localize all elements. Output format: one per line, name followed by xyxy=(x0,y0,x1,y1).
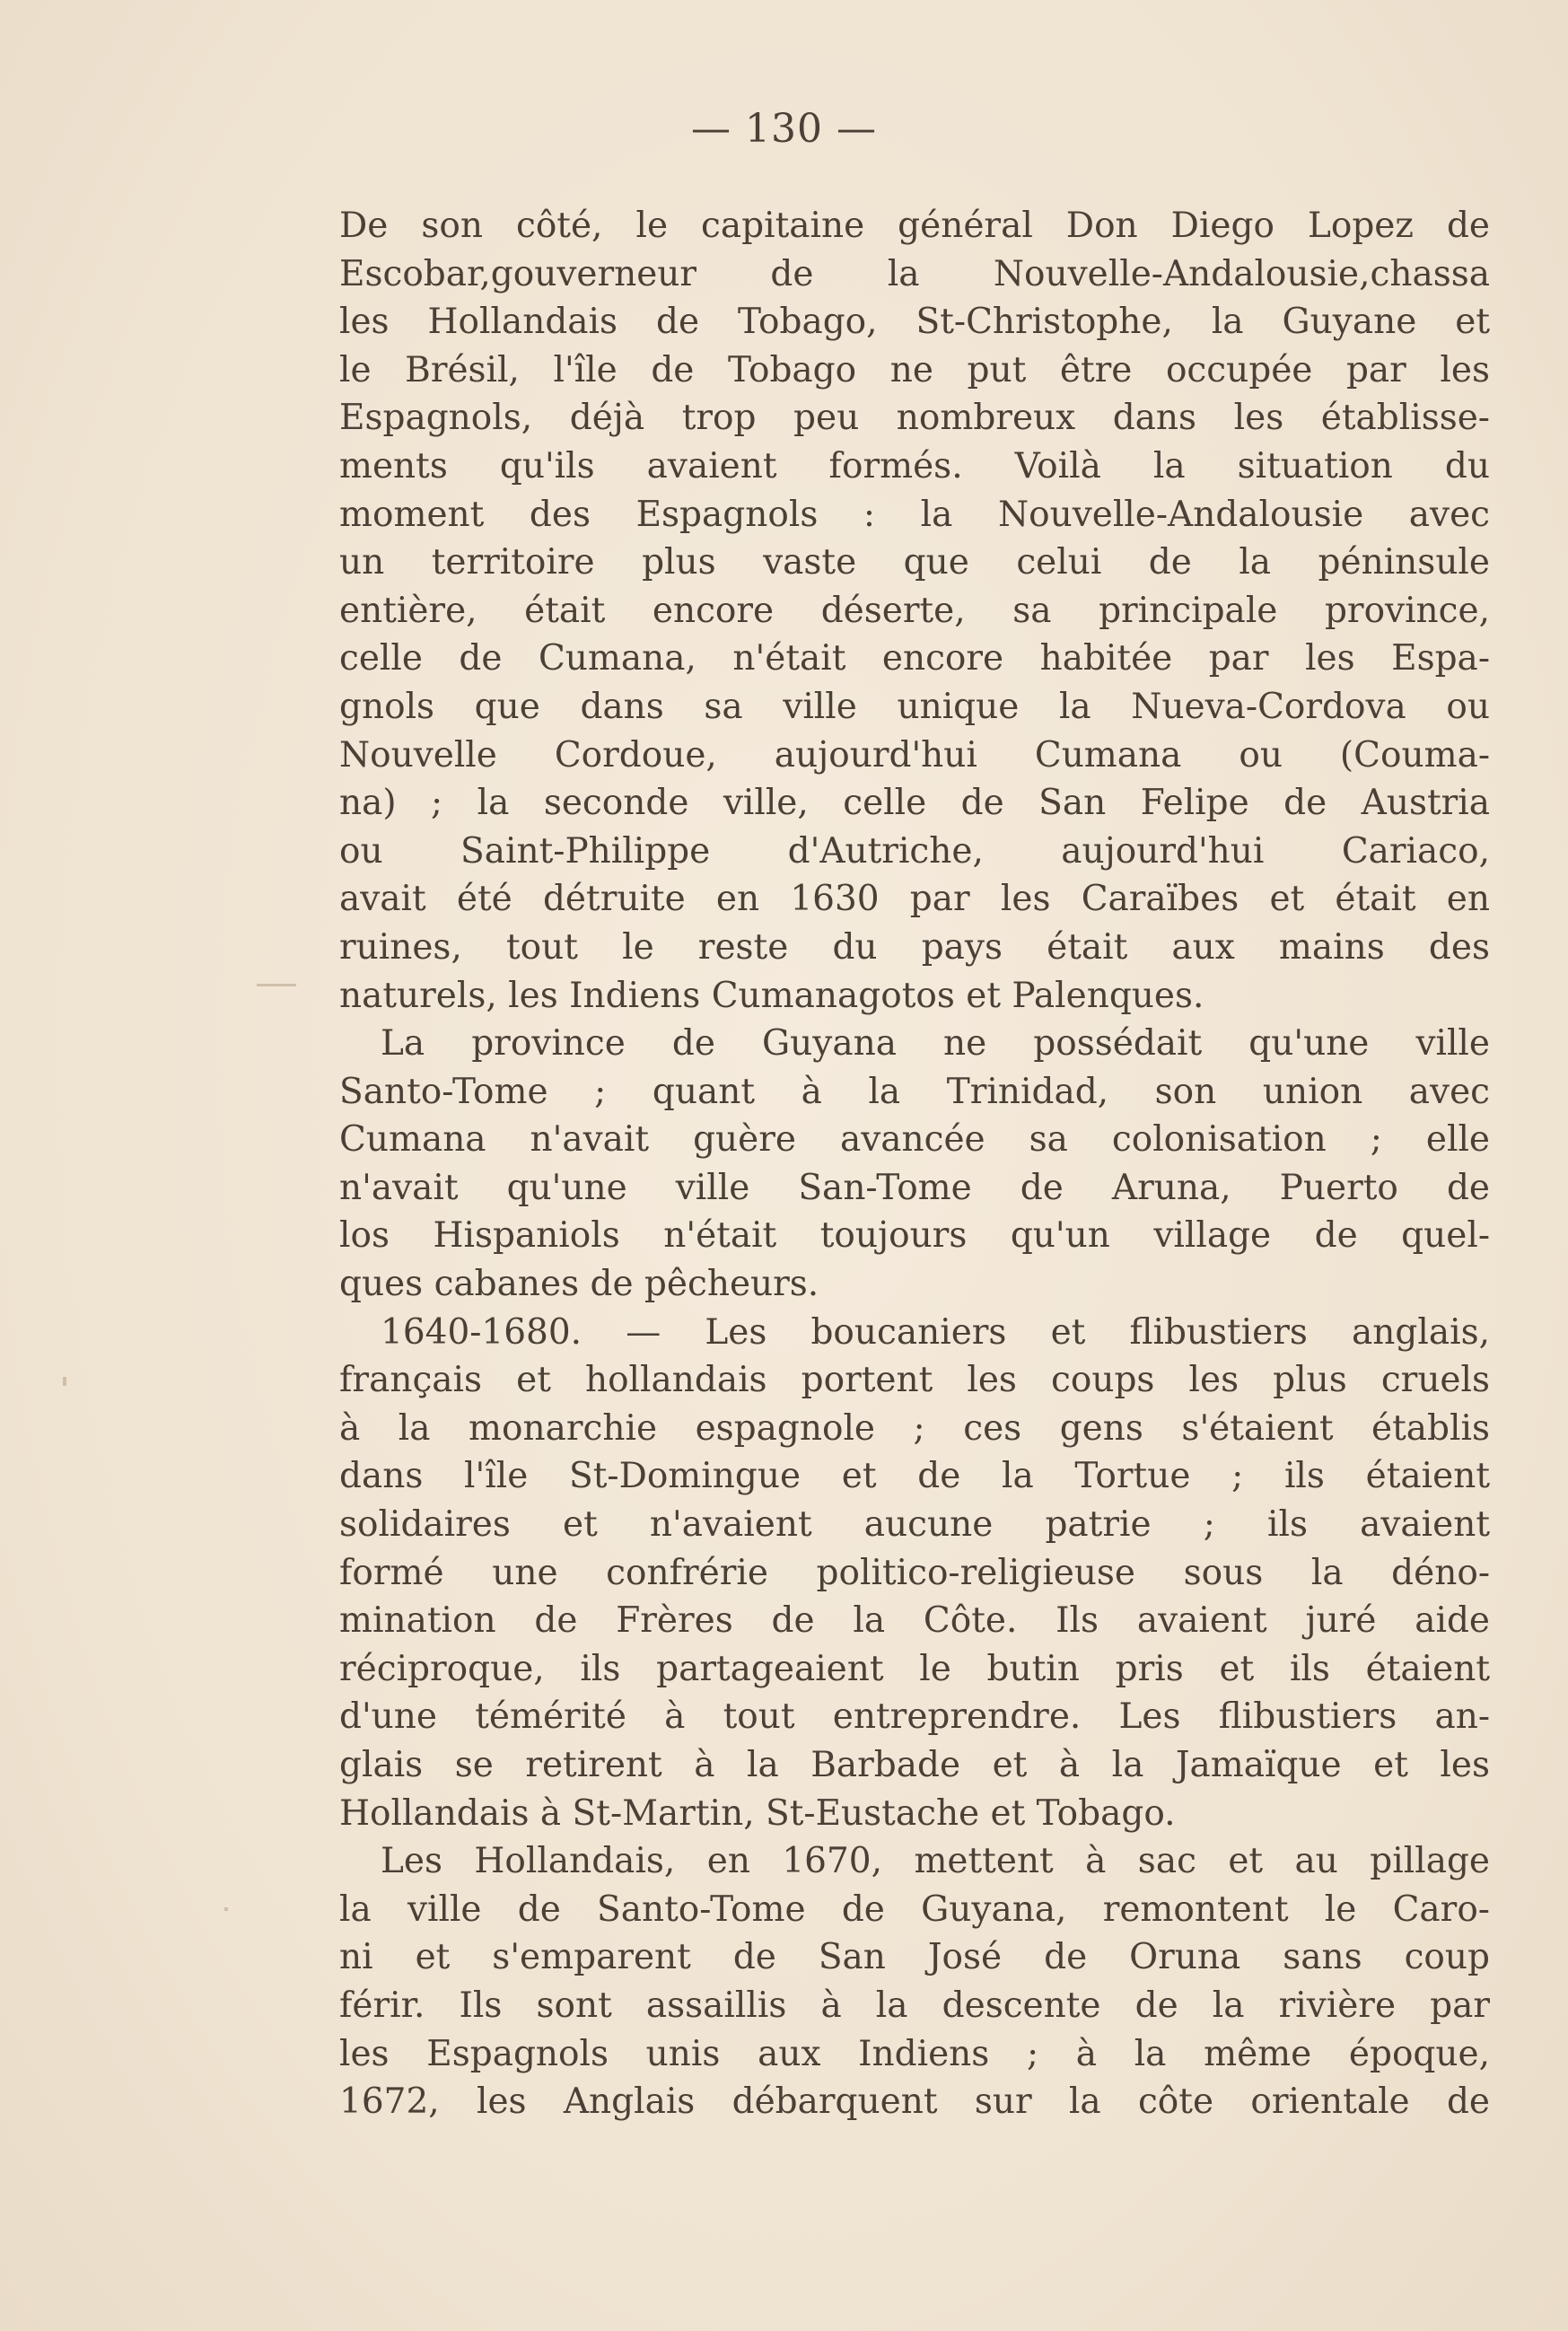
text-line: les Espagnols unis aux Indiens ; à la même époque, xyxy=(339,2033,1490,2074)
text-line: les Hollandais de Tobago, St-Christophe, la Guyane et xyxy=(339,302,1490,343)
text-line: réciproque, ils partageaient le butin pris et ils étaient xyxy=(339,1648,1490,1689)
text-line: le Brésil, l'île de Tobago ne put être occupée par les xyxy=(339,349,1490,390)
margin-mark xyxy=(257,984,296,986)
text-line: la ville de Santo-Tome de Guyana, remontent le Caro- xyxy=(339,1888,1490,1930)
text-line: Cumana n'avait guère avancée sa colonisation ; elle xyxy=(339,1119,1490,1161)
text-line: na) ; la seconde ville, celle de San Felipe de Austria xyxy=(339,783,1490,824)
text-line: un territoire plus vaste que celui de la péninsule xyxy=(339,542,1490,583)
text-line: De son côté, le capitaine général Don Diego Lopez de xyxy=(339,206,1490,246)
text-line: celle de Cumana, n'était encore habitée par les Espa- xyxy=(339,638,1490,679)
margin-mark xyxy=(224,1907,228,1911)
text-line: La province de Guyana ne possédait qu'une ville xyxy=(381,1023,1490,1065)
text-line: 1672, les Anglais débarquent sur la côte orientale de xyxy=(339,2081,1490,2123)
text-line: ni et s'emparent de San José de Oruna sans coup xyxy=(339,1937,1490,1978)
text-line: avait été détruite en 1630 par les Caraïbes et était en xyxy=(339,879,1490,920)
text-line: dans l'île St-Domingue et de la Tortue ; ils étaient xyxy=(339,1456,1490,1497)
text-line: Escobar,gouverneur de la Nouvelle-Andalousie,chassa xyxy=(339,253,1490,294)
text-line: solidaires et n'avaient aucune patrie ; ils avaient xyxy=(339,1504,1490,1546)
text-line: ou Saint-Philippe d'Autriche, aujourd'hui Cariaco, xyxy=(339,830,1490,872)
text-line: d'une témérité à tout entreprendre. Les flibustiers an- xyxy=(339,1696,1490,1738)
text-line: ruines, tout le reste du pays était aux mains des xyxy=(339,926,1490,968)
text-line: n'avait qu'une ville San-Tome de Aruna, Puerto de xyxy=(339,1167,1490,1208)
text-line: Les Hollandais, en 1670, mettent à sac et au pillage xyxy=(381,1841,1490,1882)
text-line: ques cabanes de pêcheurs. xyxy=(339,1264,819,1305)
text-line: férir. Ils sont assaillis à la descente de la rivière par xyxy=(339,1985,1490,2026)
page-number: — 130 — xyxy=(691,106,877,152)
text-line: à la monarchie espagnole ; ces gens s'étaient établis xyxy=(339,1407,1490,1449)
text-line: Espagnols, déjà trop peu nombreux dans les établisse- xyxy=(339,398,1490,439)
text-line: moment des Espagnols : la Nouvelle-Andalousie avec xyxy=(339,494,1490,535)
text-line: Santo-Tome ; quant à la Trinidad, son union avec xyxy=(339,1071,1490,1112)
text-line: ments qu'ils avaient formés. Voilà la situation du xyxy=(339,445,1490,486)
margin-mark xyxy=(63,1377,66,1386)
text-line: français et hollandais portent les coups les plus cruels xyxy=(339,1360,1490,1401)
text-line: los Hispaniols n'était toujours qu'un village de quel- xyxy=(339,1215,1490,1257)
text-line: Hollandais à St-Martin, St-Eustache et Tobago. xyxy=(339,1792,1176,1834)
body-text xyxy=(339,202,1490,2126)
text-line: mination de Frères de la Côte. Ils avaient juré aide xyxy=(339,1600,1490,1642)
text-line: entière, était encore déserte, sa principale province, xyxy=(339,590,1490,631)
text-line: gnols que dans sa ville unique la Nueva-Cordova ou xyxy=(339,686,1490,727)
text-line: Nouvelle Cordoue, aujourd'hui Cumana ou (Couma- xyxy=(339,734,1490,776)
text-line: formé une confrérie politico-religieuse sous la déno- xyxy=(339,1552,1490,1593)
text-line: glais se retirent à la Barbade et à la Jamaïque et les xyxy=(339,1745,1490,1785)
text-line: 1640-1680. — Les boucaniers et flibustiers anglais, xyxy=(381,1311,1490,1353)
text-line: naturels, les Indiens Cumanagotos et Palenques. xyxy=(339,975,1204,1016)
